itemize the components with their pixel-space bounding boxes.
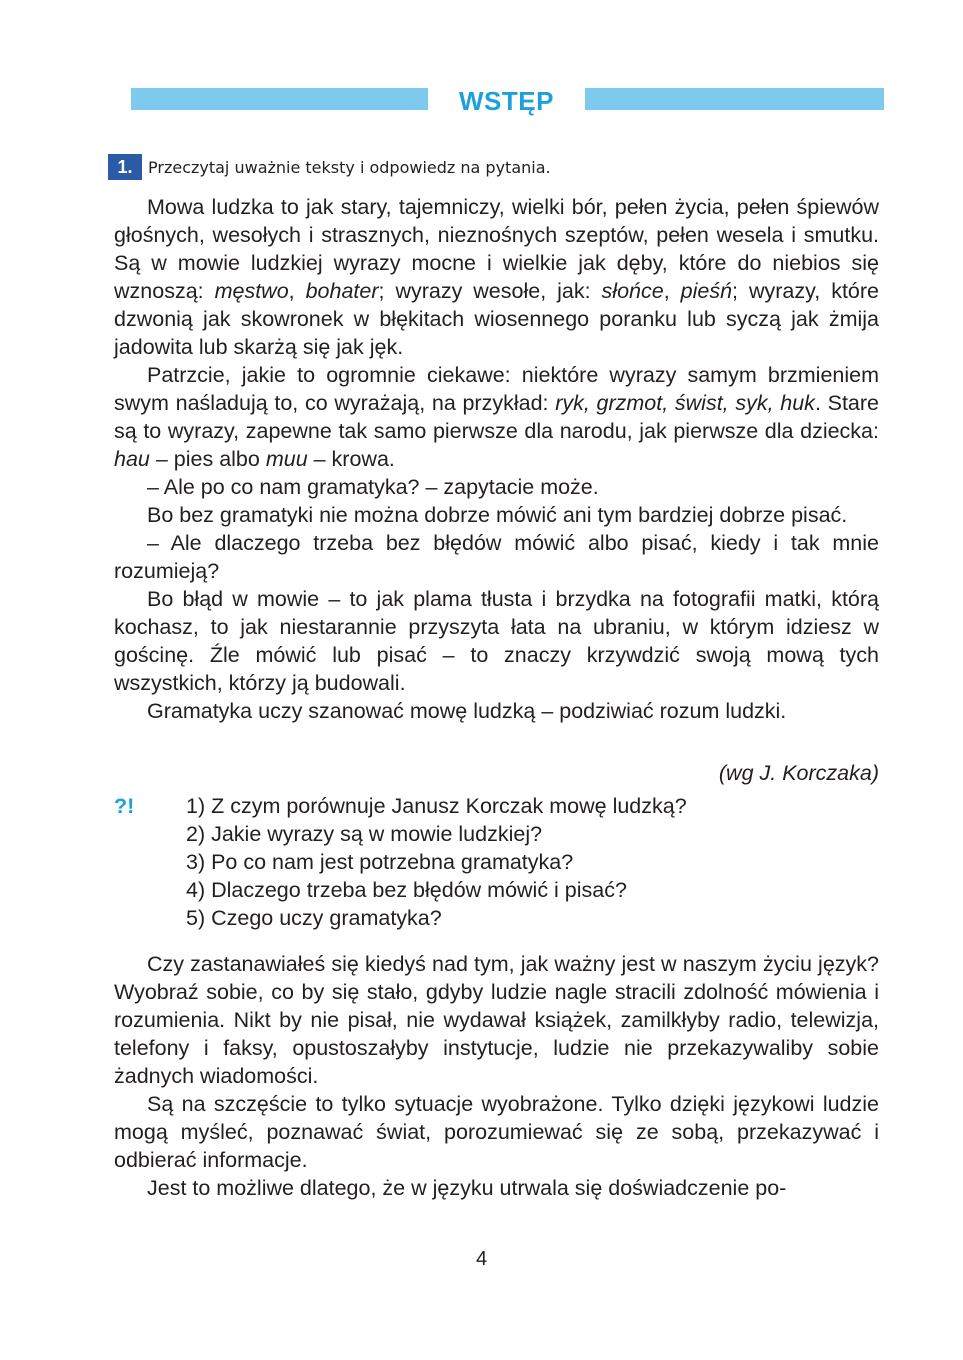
paragraph <box>114 473 879 501</box>
question-marker: ?! <box>114 794 135 818</box>
text-segment: Gramatyka uczy szanować mowę ludzką – podziwiać rozum ludzki. <box>147 699 787 723</box>
question-item: 3) Po co nam jest potrzebna gramatyka? <box>186 850 574 874</box>
italic-text: słońce <box>601 279 664 303</box>
text-segment: Bo błąd w mowie – to jak plama tłusta i brzydka na fotografii matki, którą kochasz, to jak niestarannie przyszyta łata na ubraniu, w którym idziesz w gościnę. Źle mówić lub pisać – to znaczy krzywdzić swoją mową tych wszystkich, którzy ją budowali. <box>114 587 879 695</box>
question-item: 4) Dlaczego trzeba bez błędów mówić i pisać? <box>186 878 627 902</box>
paragraph <box>114 950 879 1090</box>
paragraph <box>114 1090 879 1174</box>
header-bar-right <box>585 88 884 110</box>
text-segment: , <box>663 279 681 303</box>
text-segment: – krowa. <box>307 447 395 471</box>
italic-text: ryk, grzmot, świst, syk, huk <box>555 391 815 415</box>
text-segment: ; wyrazy wesołe, jak: <box>378 279 602 303</box>
header-bar-left <box>131 88 428 110</box>
page-title: WSTĘP <box>459 86 554 116</box>
text-segment: Bo bez gramatyki nie można dobrze mówić ani tym bardziej dobrze pisać. <box>147 503 848 527</box>
reading-text <box>114 193 879 725</box>
paragraph <box>114 697 879 725</box>
paragraph <box>114 193 879 361</box>
text-segment: Patrzcie, jakie to ogromnie ciekawe: niektóre wyrazy samym brzmieniem swym naśladują to, co wyrażają, na przykład: <box>114 363 879 415</box>
text-segment: Są na szczęście to tylko sytuacje wyobrażone. Tylko dzięki językowi ludzie mogą myśleć, poznawać świat, porozumiewać się ze sobą, przekazywać i odbierać informacje. <box>114 1092 879 1172</box>
paragraph <box>114 529 879 585</box>
italic-text: muu <box>265 447 308 471</box>
question-item: 1) Z czym porównuje Janusz Korczak mowę ludzką? <box>186 794 687 818</box>
text-segment: . Stare są to wyrazy, zapewne tak samo pierwsze dla narodu, jak pierwsze dla dziecka: <box>114 391 879 443</box>
paragraph <box>114 585 879 697</box>
italic-text: pieśń <box>680 279 733 303</box>
exercise-number-badge: 1. <box>108 154 142 180</box>
text-segment: – Ale po co nam gramatyka? – zapytacie może. <box>147 475 599 499</box>
paragraph <box>114 1174 879 1202</box>
italic-text: męstwo <box>214 279 289 303</box>
italic-text: hau <box>114 447 150 471</box>
question-list <box>186 792 687 932</box>
text-segment: Jest to możliwe dlatego, że w języku utrwala się doświadczenie po- <box>147 1176 787 1200</box>
second-text <box>114 950 879 1202</box>
italic-text: bohater <box>305 279 379 303</box>
page-number: 4 <box>475 1248 488 1270</box>
paragraph <box>114 361 879 473</box>
text-segment: , <box>288 279 306 303</box>
text-segment: – pies albo <box>149 447 266 471</box>
author-attribution: (wg J. Korczaka) <box>718 761 879 785</box>
text-segment: – Ale dlaczego trzeba bez błędów mówić albo pisać, kiedy i tak mnie rozumieją? <box>114 531 879 583</box>
question-item: 5) Czego uczy gramatyka? <box>186 906 442 930</box>
text-segment: ; wyrazy, które dzwonią jak skowronek w błękitach wiosennego poranku lub syczą jak żmija jadowita lub skarżą się jak jęk. <box>114 279 879 359</box>
paragraph <box>114 501 879 529</box>
text-segment: Mowa ludzka to jak stary, tajemniczy, wielki bór, pełen życia, pełen śpiewów głośnych, wesołych i strasznych, nieznośnych szeptów, pełen wesela i smutku. Są w mowie ludzkiej wyrazy mocne i wielkie jak dęby, które do niebios się wznoszą: <box>114 195 879 303</box>
exercise-instruction: Przeczytaj uważnie teksty i odpowiedz na pytania. <box>148 158 551 177</box>
question-item: 2) Jakie wyrazy są w mowie ludzkiej? <box>186 822 543 846</box>
text-segment: Czy zastanawiałeś się kiedyś nad tym, jak ważny jest w naszym życiu język? Wyobraź sobie, co by się stało, gdyby ludzie nagle stracili zdolność mówienia i rozumienia. Nikt by nie pisał, nie wydawał książek, zamilkłyby radio, telewizja, telefony i faksy, opustoszałyby instytucje, ludzie nie przekazywaliby sobie żadnych wiadomości. <box>114 952 879 1088</box>
